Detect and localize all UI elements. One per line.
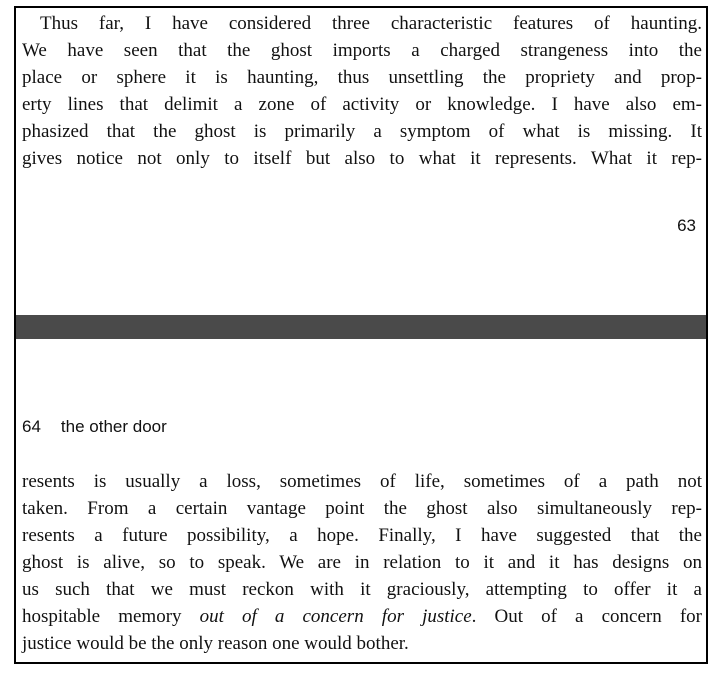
page-64 [16,339,706,664]
page-63 [16,8,706,316]
text-line: taken. From a certain vantage point the ghost also simultaneously rep- [22,498,702,519]
text-run: . Out of a concern for [471,606,702,627]
emphasis-text: out of a concern for justice [199,606,472,627]
document-frame [14,6,708,664]
text-line: ghost is alive, so to speak. We are in relation to it and it has designs on [22,552,702,573]
text-line: Thus far, I have considered three characteristic features of haunting. [40,13,702,34]
page-divider [16,315,706,339]
paragraph-page-64 [22,468,702,657]
page-number: 63 [677,216,696,235]
text-line [22,603,702,630]
text-line: resents is usually a loss, sometimes of life, sometimes of a path not [22,471,702,492]
text-line: us such that we must reckon with it graciously, attempting to offer it a [22,579,702,600]
text-line: phasized that the ghost is primarily a symptom of what is missing. It [22,121,702,142]
chapter-title: the other door [60,417,167,436]
text-run: hospitable memory [22,606,200,627]
text-line: gives notice not only to itself but also to what it represents. What it rep- [22,148,702,169]
text-line: We have seen that the ghost imports a charged strangeness into the [22,40,702,61]
text-line: erty lines that delimit a zone of activity or knowledge. I have also em- [22,94,702,115]
page-number: 64 [22,417,41,436]
text-line: place or sphere it is haunting, thus unsettling the propriety and prop- [22,67,702,88]
text-line: resents a future possibility, a hope. Finally, I have suggested that the [22,525,702,546]
text-line: justice would be the only reason one would bother. [22,633,409,654]
paragraph-page-63 [22,10,702,172]
running-head [22,417,167,437]
